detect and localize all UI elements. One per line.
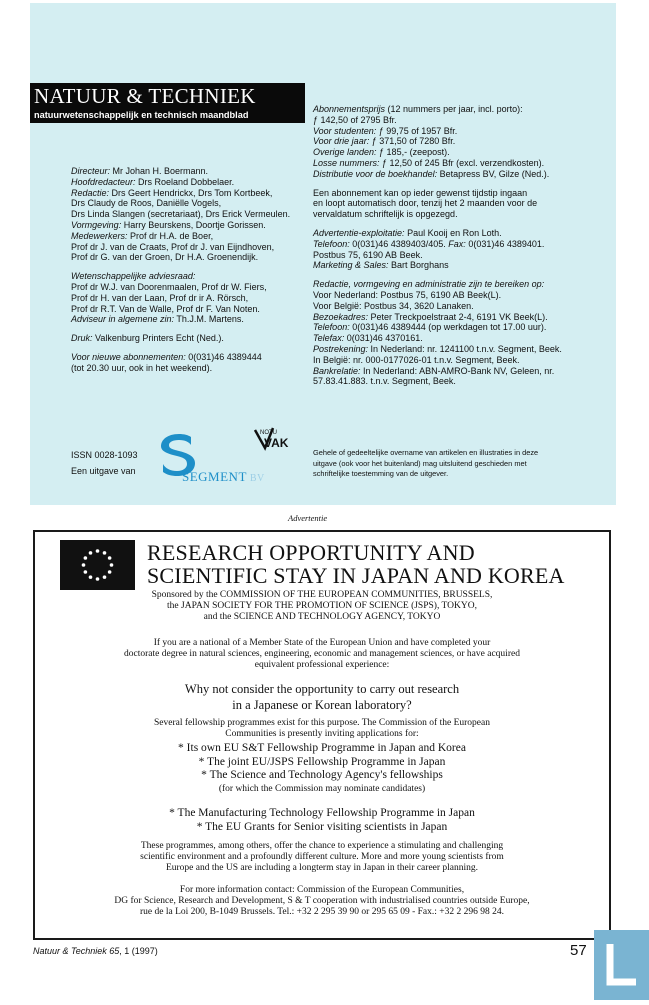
colophon-line xyxy=(313,169,611,180)
flag-star xyxy=(84,570,88,574)
intro-line: Several fellowship programmes exist for this purpose. The Commission of the European xyxy=(154,718,490,728)
colophon-label: Fax: xyxy=(448,238,466,249)
spacer xyxy=(71,344,316,352)
colophon-text: 0(031)46 4389444 xyxy=(185,351,262,362)
colophon-label: Postrekening: xyxy=(313,343,369,354)
colophon-text: 57.83.41.883. t.n.v. Segment, Beek. xyxy=(313,376,456,387)
colophon-text: Drs Roeland Dobbelaer. xyxy=(135,176,235,187)
nvak-logo-icon xyxy=(251,424,301,458)
colophon-line xyxy=(313,136,611,147)
colophon-label: Telefoon: xyxy=(313,238,350,249)
colophon-text: ƒ 99,75 of 1957 Bfr. xyxy=(376,125,458,136)
spacer xyxy=(313,180,611,188)
question-line: Why not consider the opportunity to carry out research xyxy=(184,682,460,696)
ad-contact xyxy=(35,885,609,919)
ad-programmes-b xyxy=(35,807,609,834)
copyright-line: Gehele of gedeeltelijke overname van artikelen en illustraties in deze xyxy=(313,448,539,457)
colophon-text: Drs Claudy de Roos, Daniëlle Vogels, xyxy=(71,198,222,209)
flag-star xyxy=(108,570,112,574)
colophon-line xyxy=(313,209,611,220)
colophon-right-column xyxy=(313,104,611,387)
issn-number: ISSN 0028-1093 xyxy=(71,450,138,460)
colophon-label: Bankrelatie: xyxy=(313,365,361,376)
colophon-line xyxy=(71,293,316,304)
colophon-line xyxy=(71,352,316,363)
colophon-label: Redactie: xyxy=(71,187,110,198)
colophon-text: Mr Johan H. Boermann. xyxy=(110,166,209,176)
colophon-label: Distributie voor de boekhandel: xyxy=(313,168,438,179)
ad-question xyxy=(35,681,609,713)
closing-line: scientific environment and a profoundly different culture. More and more young scientists from xyxy=(140,852,504,863)
colophon-text: (tot 20.30 uur, ook in het weekend). xyxy=(71,362,213,373)
colophon-text: Prof dr H.A. de Boer, xyxy=(127,230,214,241)
colophon-line xyxy=(313,376,611,387)
colophon-text: 0(031)46 4389401. xyxy=(465,238,545,249)
eligibility-line: equivalent professional experience: xyxy=(254,660,390,671)
colophon-text: Paul Kooij en Ron Loth. xyxy=(404,227,502,238)
page-number: 57 xyxy=(570,942,587,959)
ad-programmes-note xyxy=(35,784,609,795)
closing-line: Europe and the US are including a longterm stay in Japan in their career planning. xyxy=(165,863,479,874)
ad-closing xyxy=(35,841,609,875)
ad-title-line: RESEARCH OPPORTUNITY AND xyxy=(147,540,475,565)
flag-star xyxy=(82,563,86,567)
colophon-label: Druk: xyxy=(71,333,93,344)
colophon-text: Een abonnement kan op ieder gewenst tijdstip ingaan xyxy=(313,187,528,198)
colophon-line xyxy=(313,104,611,115)
colophon-line xyxy=(313,260,611,271)
colophon-line xyxy=(313,301,611,312)
colophon-line xyxy=(313,126,611,137)
copyright-notice xyxy=(313,448,605,480)
flag-star xyxy=(96,577,100,581)
colophon-text: ƒ 371,50 of 7280 Bfr. xyxy=(369,136,456,147)
colophon-line xyxy=(313,239,611,250)
journal-citation: Natuur & Techniek 65, 1 (1997) xyxy=(33,946,158,956)
colophon-label: Vormgeving: xyxy=(71,219,122,230)
colophon-text: Prof dr H. van der Laan, Prof dr ir A. Rörsch, xyxy=(71,292,249,303)
colophon-label: Losse nummers: xyxy=(313,157,380,168)
colophon-label: Advertentie-exploitatie: xyxy=(313,227,405,238)
colophon-text: Voor België: Postbus 34, 3620 Lanaken. xyxy=(313,300,474,311)
sponsor-line: Sponsored by the COMMISSION OF THE EUROPEAN COMMUNITIES, BRUSSELS, xyxy=(151,590,493,600)
colophon-line xyxy=(313,366,611,377)
ad-sponsors xyxy=(35,590,609,624)
colophon-line xyxy=(313,312,611,323)
colophon-text: Drs Geert Hendrickx, Drs Tom Kortbeek, xyxy=(109,187,273,198)
colophon-line xyxy=(313,322,611,333)
colophon-text: 0(031)46 4389403/405. xyxy=(349,238,449,249)
colophon-line xyxy=(71,271,316,282)
contact-line: DG for Science, Research and Development, S & T cooperation with industrialised countries outside Europe, xyxy=(114,896,530,907)
colophon-text: Prof dr J. van de Craats, Prof dr J. van Eijndhoven, xyxy=(71,241,275,252)
colophon-text: Harry Beurskens, Doortje Gorissen. xyxy=(121,219,266,230)
colophon-label: Hoofdredacteur: xyxy=(71,176,136,187)
programme-item: * The Manufacturing Technology Fellowship Programme in Japan xyxy=(169,807,475,819)
colophon-label: Voor studenten: xyxy=(313,125,377,136)
colophon-text: ƒ 142,50 of 2795 Bfr. xyxy=(313,114,397,125)
colophon-line xyxy=(313,115,611,126)
colophon-line xyxy=(313,147,611,158)
programme-item: * The Science and Technology Agency's fellowships xyxy=(201,769,443,782)
colophon-text: vervaldatum schriftelijk is opgezegd. xyxy=(313,209,458,220)
magazine-subtitle: natuurwetenschappelijk en technisch maandblad xyxy=(34,110,249,120)
colophon-text: 0(031)46 4389444 (op werkdagen tot 17.00 uur). xyxy=(349,322,547,333)
flag-star xyxy=(89,575,93,579)
colophon-line xyxy=(71,177,316,188)
flag-star xyxy=(108,556,112,560)
colophon-label: Abonnementsprijs xyxy=(313,104,386,114)
colophon-label: Directeur: xyxy=(71,166,111,176)
publisher-line: Een uitgave van xyxy=(71,466,136,476)
colophon-line xyxy=(313,290,611,301)
colophon-line xyxy=(313,250,611,261)
closing-line: These programmes, among others, offer the chance to experience a stimulating and challenging xyxy=(140,841,504,851)
colophon-text: Voor Nederland: Postbus 75, 6190 AB Beek(L). xyxy=(313,289,502,300)
svg-text:NOTU: NOTU xyxy=(260,430,277,436)
colophon-text: Drs Linda Slangen (secretariaat), Drs Erick Vermeulen. xyxy=(71,209,291,220)
masthead xyxy=(30,83,305,123)
colophon-label: Voor drie jaar: xyxy=(313,136,370,147)
colophon-text: In Nederland: nr. 1241100 t.n.v. Segment, Beek. xyxy=(368,343,562,354)
eligibility-line: doctorate degree in natural sciences, engineering, economic and management sciences, or have acquired xyxy=(124,649,520,660)
colophon-line xyxy=(71,314,316,325)
ad-programmes-a xyxy=(35,742,609,783)
colophon-line xyxy=(71,231,316,242)
colophon-label: Telefax: xyxy=(313,333,345,344)
colophon-line xyxy=(71,198,316,209)
colophon-text: Betapress BV, Gilze (Ned.). xyxy=(437,168,550,179)
colophon-text: Prof dr G. van der Groen, Dr H.A. Groenendijk. xyxy=(71,252,259,263)
flag-star xyxy=(84,556,88,560)
colophon-text: Prof dr R.T. Van de Walle, Prof dr F. Van Noten. xyxy=(71,303,260,314)
contact-line: For more information contact: Commission of the European Communities, xyxy=(179,885,465,895)
ad-eligibility xyxy=(35,638,609,672)
ad-title xyxy=(147,541,565,587)
colophon-line xyxy=(71,282,316,293)
colophon-line xyxy=(71,242,316,253)
colophon-text: In Nederland: ABN-AMRO-Bank NV, Geleen, nr. xyxy=(360,365,555,376)
colophon-text: In België: nr. 000-0177026-01 t.n.v. Segment, Beek. xyxy=(313,354,520,365)
programme-note: (for which the Commission may nominate candidates) xyxy=(218,784,426,794)
flag-star xyxy=(103,551,107,555)
colophon-label: Marketing & Sales: xyxy=(313,260,389,271)
eu-flag-icon xyxy=(60,540,135,590)
flag-star xyxy=(96,549,100,553)
colophon-line xyxy=(313,344,611,355)
spacer xyxy=(71,325,316,333)
colophon-line xyxy=(71,363,316,374)
programme-item: * Its own EU S&T Fellowship Programme in Japan and Korea xyxy=(178,742,466,754)
spacer xyxy=(71,263,316,271)
colophon-line xyxy=(71,252,316,263)
colophon-text: Prof dr W.J. van Doorenmaalen, Prof dr W. Fiers, xyxy=(71,281,267,292)
ad-title-line: SCIENTIFIC STAY IN JAPAN AND KOREA xyxy=(147,563,565,588)
colophon-text: en loopt automatisch door, tenzij het 2 maanden voor de xyxy=(313,198,538,209)
colophon-text: ƒ 12,50 of 245 Bfr (excl. verzendkosten). xyxy=(379,157,545,168)
colophon-text: Bart Borghans xyxy=(388,260,449,271)
issn-block xyxy=(71,447,138,479)
flag-star xyxy=(110,563,114,567)
spacer xyxy=(313,220,611,228)
colophon-text: (12 nummers per jaar, incl. porto): xyxy=(385,104,523,114)
eligibility-line: If you are a national of a Member State of the European Union and have completed your xyxy=(153,638,491,648)
programme-item: * The joint EU/JSPS Fellowship Programme in Japan xyxy=(198,755,446,768)
svg-text:VAK: VAK xyxy=(264,436,289,450)
intro-line: Communities is presently inviting applications for: xyxy=(225,729,419,740)
colophon-line xyxy=(313,158,611,169)
programme-item: * The EU Grants for Senior visiting scientists in Japan xyxy=(196,820,448,833)
colophon-label: Medewerkers: xyxy=(71,230,128,241)
colophon-label: Overige landen: xyxy=(313,147,377,158)
corner-logo-icon xyxy=(594,930,649,1000)
advertisement-label: Advertentie xyxy=(288,513,328,523)
colophon-line xyxy=(313,228,611,239)
colophon-text: Peter Treckpoelstraat 2-4, 6191 VK Beek(L). xyxy=(368,311,548,322)
flag-star xyxy=(103,575,107,579)
colophon-label: Redactie, vormgeving en administratie zijn te bereiken op: xyxy=(313,279,545,290)
colophon-left-column xyxy=(71,166,316,374)
question-line: in a Japanese or Korean laboratory? xyxy=(232,698,412,712)
colophon-line xyxy=(313,333,611,344)
colophon-line xyxy=(71,209,316,220)
flag-star xyxy=(89,551,93,555)
sponsor-line: the JAPAN SOCIETY FOR THE PROMOTION OF SCIENCE (JSPS), TOKYO, xyxy=(167,601,477,612)
colophon-line xyxy=(313,188,611,199)
colophon-label: Voor nieuwe abonnementen: xyxy=(71,351,186,362)
colophon-line xyxy=(313,355,611,366)
ad-intro xyxy=(35,718,609,740)
colophon-line xyxy=(71,220,316,231)
colophon-line xyxy=(313,279,611,290)
colophon-text: Postbus 75, 6190 AB Beek. xyxy=(313,249,423,260)
colophon-text: Valkenburg Printers Echt (Ned.). xyxy=(92,333,224,344)
colophon-line xyxy=(313,198,611,209)
colophon-line xyxy=(71,304,316,315)
colophon-label: Telefoon: xyxy=(313,322,350,333)
colophon-text: Th.J.M. Martens. xyxy=(174,314,244,325)
copyright-line: schriftelijke toestemming van de uitgever. xyxy=(313,469,449,479)
colophon-line xyxy=(71,166,316,177)
magazine-title: NATUUR & TECHNIEK xyxy=(34,84,256,108)
colophon-label: Wetenschappelijke adviesraad: xyxy=(71,271,196,282)
spacer xyxy=(313,271,611,279)
colophon-line xyxy=(71,333,316,344)
colophon-text: ƒ 185,- (zeepost). xyxy=(376,147,450,158)
contact-line: rue de la Loi 200, B-1049 Brussels. Tel.: +32 2 295 39 90 or 295 65 09 - Fax.: +32 2 296 98 24. xyxy=(140,907,504,918)
segment-wordmark: SEGMENT BV xyxy=(182,469,265,484)
colophon-text: 0(031)46 4370161. xyxy=(344,333,423,344)
colophon-label: Bezoekadres: xyxy=(313,311,369,322)
copyright-line: uitgave (ook voor het buitenland) mag uitsluitend geschieden met xyxy=(313,458,527,468)
colophon-label: Adviseur in algemene zin: xyxy=(71,314,175,325)
colophon-line xyxy=(71,188,316,199)
sponsor-line: and the SCIENCE AND TECHNOLOGY AGENCY, TOKYO xyxy=(203,612,441,623)
